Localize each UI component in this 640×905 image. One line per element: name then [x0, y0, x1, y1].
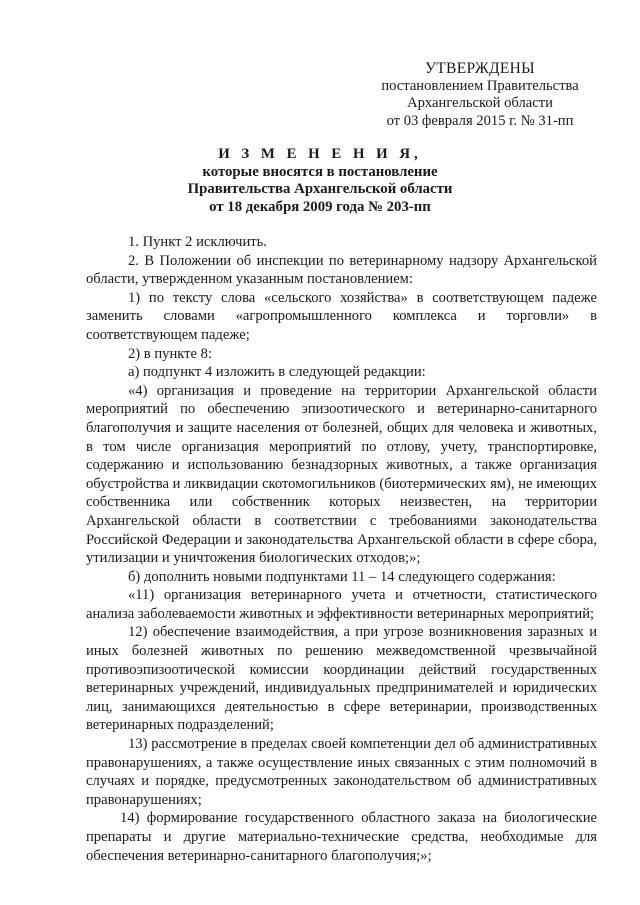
approval-date: от 03 февраля 2015 г. № 31-пп — [386, 112, 574, 129]
paragraph: 1. Пункт 2 исключить. — [128, 234, 267, 250]
approval-block — [360, 60, 600, 130]
paragraph: 14) формирование государственного областного заказа на биологические препараты и другие материально-технические средства, необходимые для обеспечения ветеринарно-санитарного благополучия;»; — [86, 810, 597, 864]
paragraph: «11) организация ветеринарного учета и отчетности, статистического анализа заболеваемости животных и эффективности ветеринарных мероприятий; — [86, 587, 597, 622]
paragraph: 2) в пункте 8: — [128, 345, 213, 362]
heading-line: от 18 декабря 2009 года № 203-пп — [209, 198, 431, 215]
paragraph: 1) по тексту слова «сельского хозяйства» в соответствующем падеже заменить словами «агропромышленного комплекса и торговли» в соответствующем падеже; — [86, 289, 597, 343]
approval-title: УТВЕРЖДЕНЫ — [425, 60, 535, 77]
heading-line: которые вносятся в постановление — [202, 163, 438, 180]
document-heading — [90, 146, 550, 216]
paragraph: «4) организация и проведение на территории Архангельской области мероприятий по обеспечению эпизоотического и ветеринарно-санитарного благополучия и защите населения от болезней, общих для человека и животных, в том числе организация мероприятий по отлову, учету, транспортировке, содержанию и использованию безнадзорных животных, а также организация обустройства и ликвидации скотомогильников (биотермических ям), не имеющих собственника или собственник которых неизвестен, на территории Архангельской области в соответствии с требованиями законодательства Российской Федерации и законодательства Архангельской области в сфере сбора, утилизации и уничтожения биологических отходов;»; — [86, 382, 597, 567]
heading-line: Правительства Архангельской области — [187, 181, 453, 198]
paragraph: 2. В Положении об инспекции по ветеринарному надзору Архангельской области, утвержденном указанным постановлением: — [86, 252, 597, 288]
document-body — [86, 233, 597, 865]
paragraph: а) подпункт 4 изложить в следующей редакции: — [128, 364, 426, 381]
paragraph: 12) обеспечение взаимодействия, а при угрозе возникновения заразных и иных болезней животных по решению межведомственной чрезвычайной противоэпизоотической комиссии координации действий государственных ветеринарных учреждений, индивидуальных предпринимателей и юридических лиц, занимающихся деятельностью в сфере ветеринарии, производственных ветеринарных подразделений; — [86, 624, 597, 734]
paragraph: б) дополнить новыми подпунктами 11 – 14 следующего содержания: — [128, 568, 556, 585]
approval-line: Архангельской области — [407, 95, 553, 111]
approval-line: постановлением Правительства — [381, 77, 579, 94]
heading-title: И З М Е Н Е Н И Я, — [218, 146, 422, 162]
paragraph: 13) рассмотрение в пределах своей компетенции дел об административных правонарушениях, а также осуществление иных связанных с этим полномочий в случаях и порядке, предусмотренных законодательством об административных правонарушениях; — [86, 736, 597, 808]
